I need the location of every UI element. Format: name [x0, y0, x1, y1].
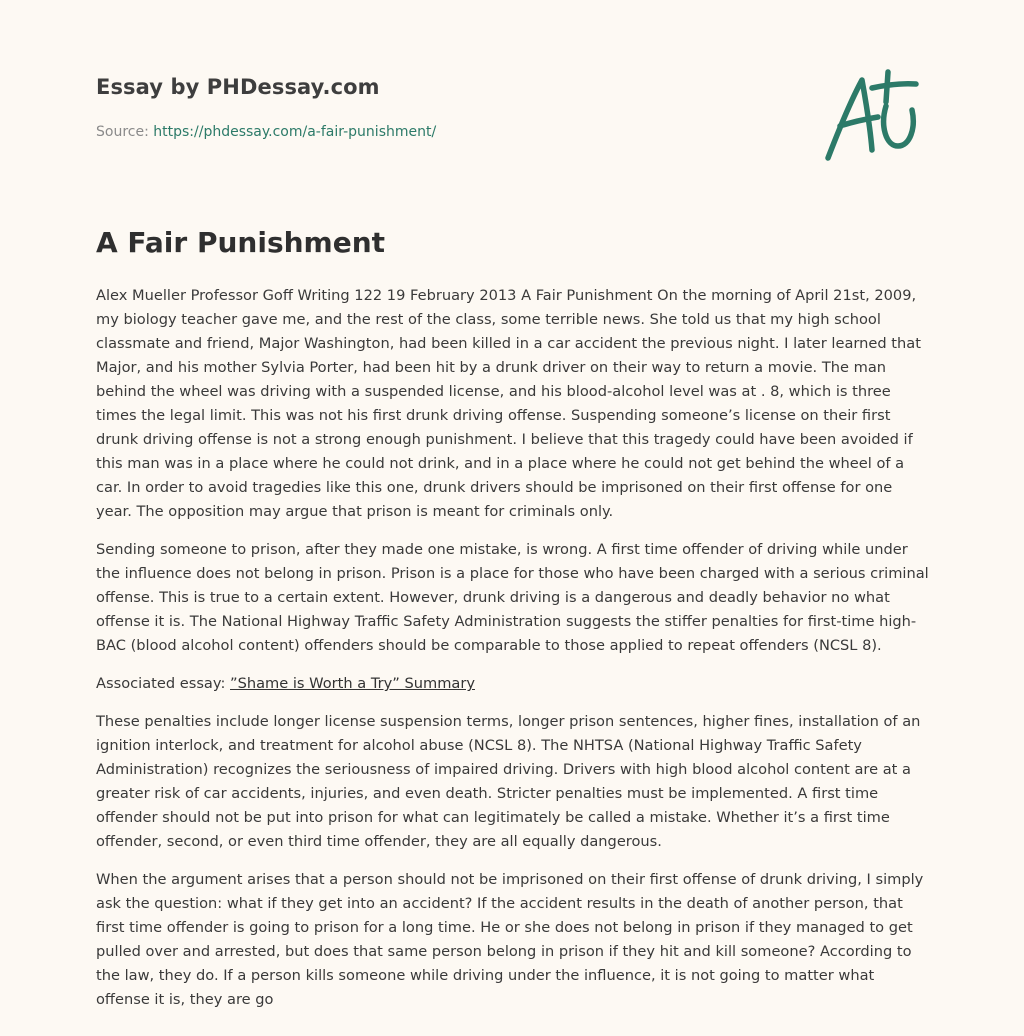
essay-content	[96, 284, 930, 1026]
essay-title: A Fair Punishment	[96, 226, 386, 259]
site-title: Essay by PHDessay.com	[96, 75, 380, 99]
essay-paragraph-4: When the argument arises that a person should not be imprisoned on their first offense of drunk driving, I simply ask the question: what if they get into an accident? If the accident results in the death of another person, that first time offender is going to prison for a long time. He or she does not belong in prison if they managed to get pulled over and arrested, but does that same person belong in prison if they hit and kill someone? According to the law, they do. If a person kills someone while driving under the influence, it is not going to matter what offense it is, they are go	[96, 871, 924, 1008]
page-header	[96, 0, 928, 200]
associated-essay-link[interactable]: ”Shame is Worth a Try” Summary	[230, 675, 475, 692]
source-line	[96, 124, 436, 140]
a-plus-grade-icon	[822, 68, 926, 166]
source-label: Source:	[96, 124, 154, 140]
essay-paragraph-1: Alex Mueller Professor Goff Writing 122 19 February 2013 A Fair Punishment On the morning of April 21st, 2009, my biology teacher gave me, and the rest of the class, some terrible news. She told us that my high school classmate and friend, Major Washington, had been killed in a car accident the previous night. I later learned that Major, and his mother Sylvia Porter, had been hit by a drunk driver on their way to return a movie. The man behind the wheel was driving with a suspended license, and his blood-alcohol level was at . 8, which is three times the legal limit. This was not his first drunk driving offense. Suspending someone’s license on their first drunk driving offense is not a strong enough punishment. I believe that this tragedy could have been avoided if this man was in a place where he could not drink, and in a place where he could not get behind the wheel of a car. In order to avoid tragedies like this one, drunk drivers should be imprisoned on their first offense for one year. The opposition may argue that prison is meant for criminals only.	[96, 287, 921, 520]
source-link[interactable]: https://phdessay.com/a-fair-punishment/	[153, 124, 437, 140]
essay-paragraph-3: These penalties include longer license suspension terms, longer prison sentences, higher fines, installation of an ignition interlock, and treatment for alcohol abuse (NCSL 8). The NHTSA (National Highway Traffic Safety Administration) recognizes the seriousness of impaired driving. Drivers with high blood alcohol content are at a greater risk of car accidents, injuries, and even death. Stricter penalties must be implemented. A first time offender should not be put into prison for what can legitimately be called a mistake. Whether it’s a first time offender, second, or even third time offender, they are all equally dangerous.	[96, 713, 921, 850]
essay-paragraph-2: Sending someone to prison, after they made one mistake, is wrong. A first time offender of driving while under the influence does not belong in prison. Prison is a place for those who have been charged with a serious criminal offense. This is true to a certain extent. However, drunk driving is a dangerous and deadly behavior no what offense it is. The National Highway Traffic Safety Administration suggests the stiffer penalties for first-time high-BAC (blood alcohol content) offenders should be comparable to those applied to repeat offenders (NCSL 8).	[96, 541, 929, 654]
associated-essay	[96, 672, 930, 696]
associated-essay-label: Associated essay:	[96, 675, 231, 692]
